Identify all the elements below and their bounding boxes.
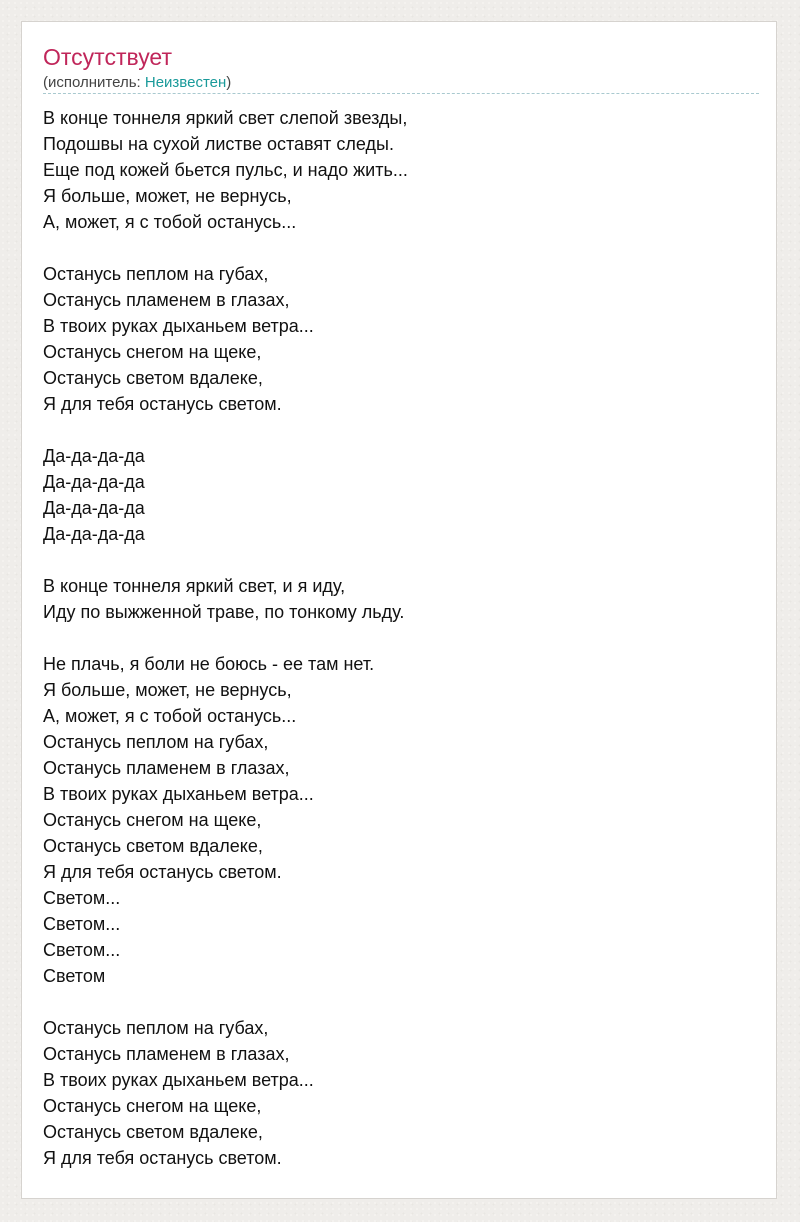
lyric-line: Останусь светом вдалеке, xyxy=(43,1122,263,1142)
lyric-line: Еще под кожей бьется пульс, и надо жить... xyxy=(43,160,408,180)
lyric-line: Светом... xyxy=(43,940,121,960)
lyric-line: В конце тоннеля яркий свет, и я иду, xyxy=(43,576,346,596)
lyric-line: Останусь светом вдалеке, xyxy=(43,836,263,856)
lyric-line: Останусь пеплом на губах, xyxy=(43,1018,269,1038)
lyric-line: Светом... xyxy=(43,888,121,908)
lyric-line: Останусь снегом на щеке, xyxy=(43,342,262,362)
artist-line xyxy=(43,74,231,92)
lyric-line: А, может, я с тобой останусь... xyxy=(43,706,297,726)
lyrics-stanza xyxy=(43,443,759,547)
lyric-line: В твоих руках дыханьем ветра... xyxy=(43,784,314,804)
lyric-line: Я для тебя останусь светом. xyxy=(43,862,282,882)
lyrics-stanza xyxy=(43,651,759,989)
lyric-line: Да-да-да-да xyxy=(43,498,145,518)
lyric-line: Останусь пеплом на губах, xyxy=(43,732,269,752)
lyric-line: Я больше, может, не вернусь, xyxy=(43,680,292,700)
artist-link[interactable]: Неизвестен xyxy=(144,74,227,91)
lyric-line: Да-да-да-да xyxy=(43,524,145,544)
lyric-line: В твоих руках дыханьем ветра... xyxy=(43,316,314,336)
lyric-line: Светом xyxy=(43,966,106,986)
artist-suffix: ) xyxy=(226,74,232,91)
lyrics-stanza xyxy=(43,261,759,417)
lyric-line: А, может, я с тобой останусь... xyxy=(43,212,297,232)
lyric-line: Я для тебя останусь светом. xyxy=(43,1148,282,1168)
lyric-line: Останусь пеплом на губах, xyxy=(43,264,269,284)
lyric-line: Не плачь, я боли не боюсь - ее там нет. xyxy=(43,654,375,674)
lyric-line: Подошвы на сухой листве оставят следы. xyxy=(43,134,394,154)
lyric-line: В твоих руках дыханьем ветра... xyxy=(43,1070,314,1090)
lyric-line: Светом... xyxy=(43,914,121,934)
lyrics-stanza xyxy=(43,105,759,235)
lyric-line: Останусь пламенем в глазах, xyxy=(43,1044,290,1064)
lyrics-stanza xyxy=(43,573,759,625)
lyric-line: Останусь пламенем в глазах, xyxy=(43,290,290,310)
artist-prefix: (исполнитель: xyxy=(43,74,145,91)
lyric-line: В конце тоннеля яркий свет слепой звезды, xyxy=(43,108,408,128)
lyric-line: Останусь пламенем в глазах, xyxy=(43,758,290,778)
lyrics-stanza xyxy=(43,1015,759,1171)
lyrics-text xyxy=(43,105,759,1171)
lyric-line: Останусь светом вдалеке, xyxy=(43,368,263,388)
lyric-line: Я для тебя останусь светом. xyxy=(43,394,282,414)
lyric-line: Иду по выжженной траве, по тонкому льду. xyxy=(43,602,405,622)
lyric-line: Останусь снегом на щеке, xyxy=(43,810,262,830)
lyric-line: Останусь снегом на щеке, xyxy=(43,1096,262,1116)
lyrics-card xyxy=(21,21,777,1199)
lyric-line: Да-да-да-да xyxy=(43,446,145,466)
lyric-line: Да-да-да-да xyxy=(43,472,145,492)
song-title: Отсутствует xyxy=(43,44,172,70)
lyric-line: Я больше, может, не вернусь, xyxy=(43,186,292,206)
title-divider xyxy=(43,93,759,94)
